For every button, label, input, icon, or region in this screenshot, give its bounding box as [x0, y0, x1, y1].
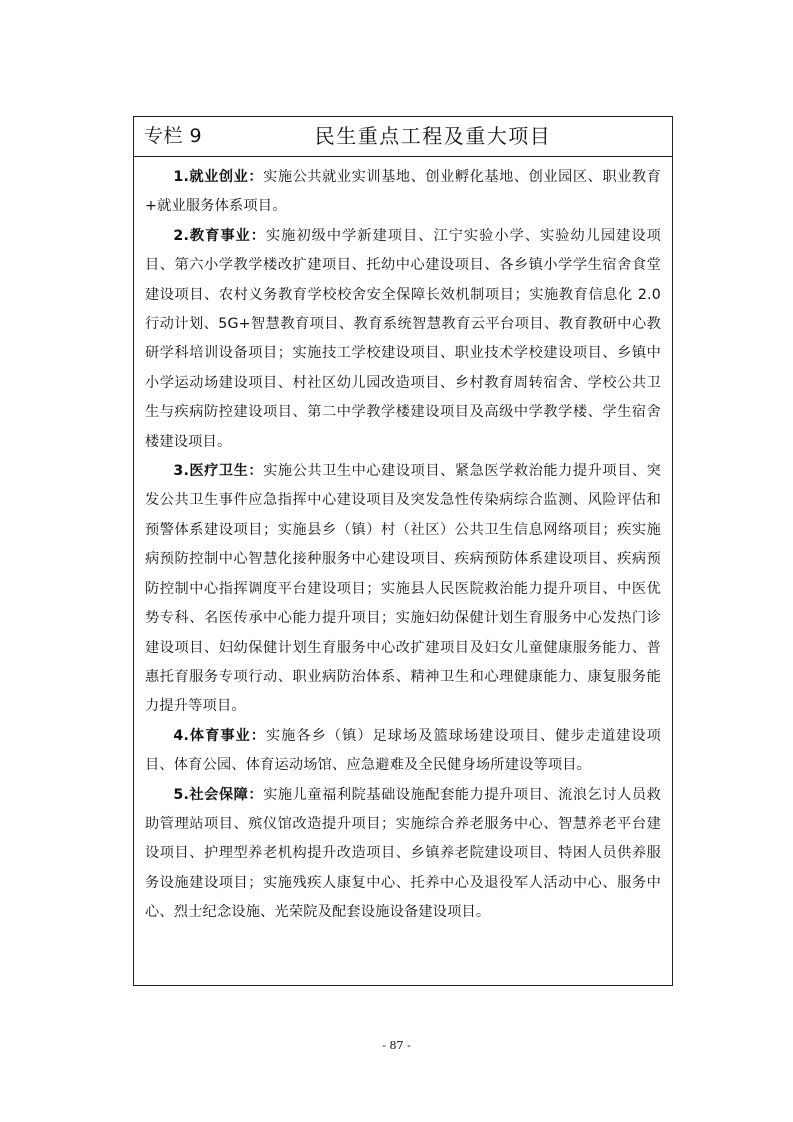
item-employment: [145, 163, 661, 222]
item-text: 实施儿童福利院基础设施配套能力提升项目、流浪乞讨人员救助管理站项目、殡仪馆改造提升项目；实施综合养老服务中心、智慧养老平台建设项目、护理型养老机构提升改造项目、乡镇养老院建设项目、特困人员供养服务设施建设项目；实施残疾人康复中心、托养中心及退役军人活动中心、服务中心、烈士纪念设施、光荣院及配套设施设备建设项目。: [145, 786, 661, 921]
item-lead: 2.教育事业：: [173, 227, 267, 244]
item-lead: 1.就业创业：: [173, 169, 264, 185]
item-text: 实施公共就业实训基地、创业孵化基地、创业园区、职业教育+就业服务体系项目。: [145, 169, 661, 215]
item-social-security: [145, 781, 661, 928]
column-label: 专栏 9: [144, 125, 203, 147]
item-lead: 4.体育事业：: [173, 727, 267, 744]
column-body: [134, 157, 672, 928]
item-text: 实施各乡（镇）足球场及篮球场建设项目、健步走道建设项目、体育公园、体育运动场馆、应急避难及全民健身场所建设等项目。: [145, 727, 661, 774]
column-box: [133, 116, 673, 986]
page-number: - 87 -: [382, 1039, 411, 1052]
column-title: 民生重点工程及重大项目: [314, 124, 552, 148]
item-lead: 3.医疗卫生：: [173, 463, 264, 480]
item-lead: 5.社会保障：: [173, 786, 264, 803]
column-header: [134, 117, 672, 157]
item-sports: [145, 722, 661, 781]
item-education: [145, 222, 661, 457]
item-healthcare: [145, 457, 661, 722]
item-text: 实施初级中学新建项目、江宁实验小学、实验幼儿园建设项目、第六小学教学楼改扩建项目、托幼中心建设项目、各乡镇小学学生宿舍食堂建设项目、农村义务教育学校校舍安全保障长效机制项目；实施教育信息化 2.0 行动计划、5G+智慧教育项目、教育系统智慧教育云平台项目、教育教研中心教研学科培训设备项目；实施技工学校建设项目、职业技术学校建设项目、乡镇中小学运动场建设项目、村社区幼儿园改造项目、乡村教育周转宿舍、学校公共卫生与疾病防控建设项目、第二中学教学楼建设项目及高级中学教学楼、学生宿舍楼建设项目。: [145, 227, 661, 450]
item-text: 实施公共卫生中心建设项目、紧急医学救治能力提升项目、突发公共卫生事件应急指挥中心建设项目及突发急性传染病综合监测、风险评估和预警体系建设项目；实施县乡（镇）村（社区）公共卫生信息网络项目；疾实施病预防控制中心智慧化接种服务中心建设项目、疾病预防体系建设项目、疾病预防控制中心指挥调度平台建设项目；实施县人民医院救治能力提升项目、中医优势专科、名医传承中心能力提升项目；实施妇幼保健计划生育服务中心发热门诊建设项目、妇幼保健计划生育服务中心改扩建项目及妇女儿童健康服务能力、普惠托育服务专项行动、职业病防治体系、精神卫生和心理健康能力、康复服务能力提升等项目。: [145, 463, 661, 715]
